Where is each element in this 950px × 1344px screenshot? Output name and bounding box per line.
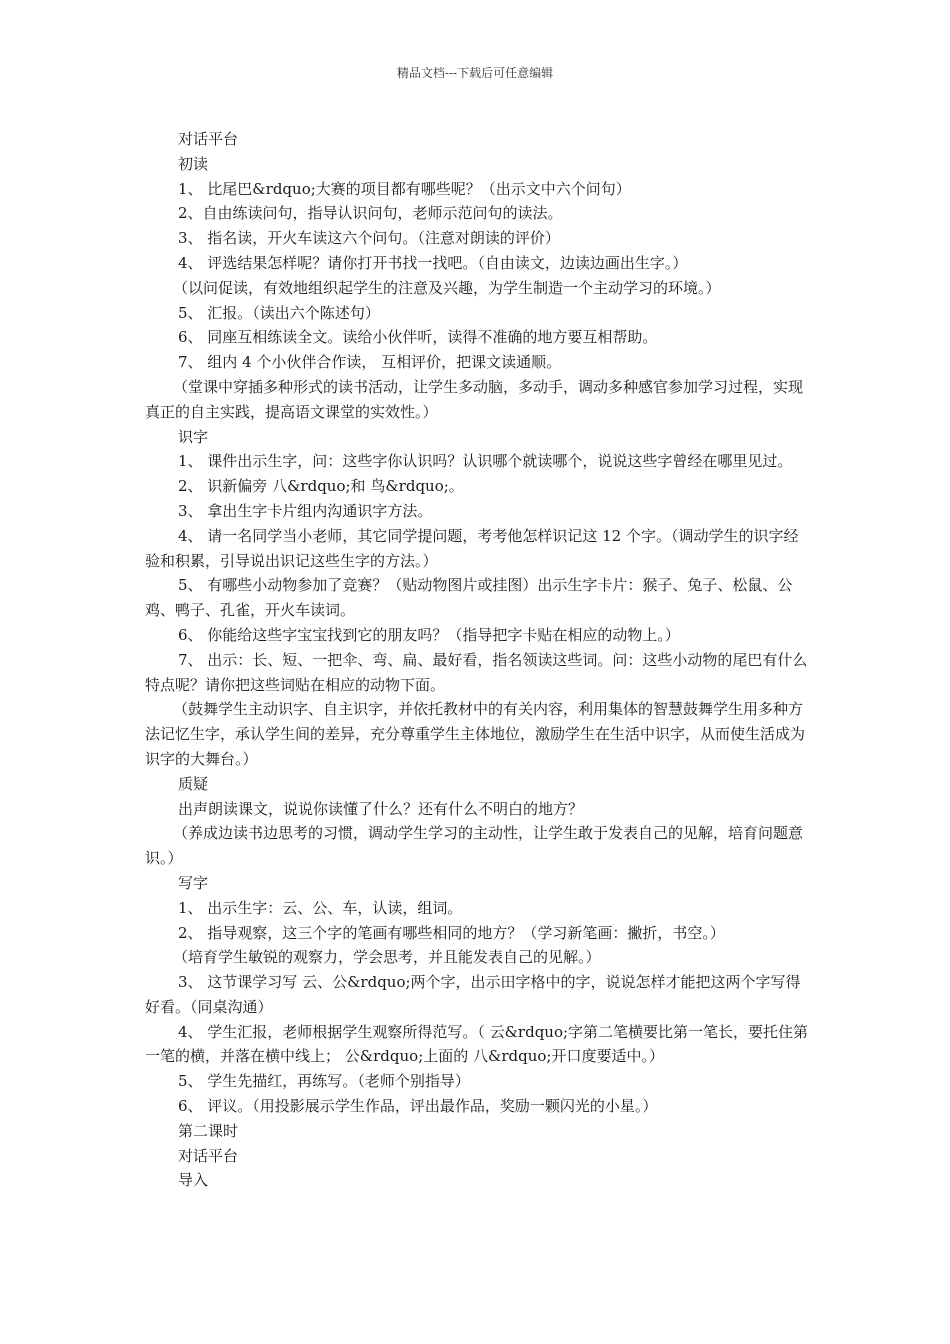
paragraph: 对话平台: [178, 1146, 239, 1165]
paragraph: （培育学生敏锐的观察力，学会思考，并且能发表自己的见解。）: [173, 948, 601, 967]
paragraph: （堂课中穿插多种形式的读书活动，让学生多动脑，多动手，调动多种感官参加学习过程，实现真正的自主实践，提高语文课堂的实效性。）: [145, 377, 804, 421]
paragraph: 对话平台: [178, 130, 239, 148]
paragraph: （鼓舞学生主动识字、自主识字，并依托教材中的有关内容，利用集体的智慧鼓舞学生用多种方法记忆生字，承认学生间的差异，充分尊重学生主体地位，激励学生在生活中识字，从而使生活成为识字的大舞台。）: [145, 700, 806, 768]
paragraph: 质疑: [178, 774, 209, 793]
paragraph: 导入: [178, 1171, 209, 1190]
paragraph: 6、 评议。（用投影展示学生作品，评出最作品，奖励一颗闪光的小星。）: [178, 1097, 658, 1116]
paragraph: 5、 学生先描红，再练写。（老师个别指导）: [178, 1072, 470, 1091]
paragraph: 1、 比尾巴&rdquo;大赛的项目都有哪些呢？（出示文中六个问句）: [178, 179, 631, 198]
paragraph: 1、 出示生字：云、公、车，认读，组词。: [178, 898, 463, 917]
paragraph: 4、 学生汇报，老师根据学生观察所得范写。（ 云&rdquo;字第二笔横要比第一笔长，要托住第一笔的横，并落在横中线上； 公&rdquo;上面的 八&rdquo;开口度要适中。）: [145, 1022, 809, 1066]
paragraph: 4、 请一名同学当小老师，其它同学提问题，考考他怎样识记这 12 个字。（调动学生的识字经验和积累，引导说出识记这些生字的方法。）: [145, 526, 799, 570]
paragraph: 识字: [178, 427, 209, 446]
paragraph: 出声朗读课文，说说你读懂了什么？还有什么不明白的地方？: [178, 799, 584, 818]
document-body: [145, 127, 810, 1193]
paragraph: 初读: [178, 154, 209, 173]
paragraph: 6、 同座互相练读全文。读给小伙伴听，读得不准确的地方要互相帮助。: [178, 328, 658, 347]
paragraph: （以问促读，有效地组织起学生的注意及兴趣，为学生制造一个主动学习的环境。）: [173, 278, 721, 297]
paragraph: 5、 汇报。（读出六个陈述句）: [178, 303, 380, 322]
paragraph: 2、 指导观察，这三个字的笔画有哪些相同的地方？（学习新笔画：撇折，书空。）: [178, 923, 725, 942]
paragraph: 3、 拿出生字卡片组内沟通识字方法。: [178, 501, 433, 520]
paragraph: （养成边读书边思考的习惯，调动学生学习的主动性，让学生敢于发表自己的见解，培育问题意识。）: [145, 824, 804, 868]
paragraph: 6、 你能给这些字宝宝找到它的朋友吗？（指导把字卡贴在相应的动物上。）: [178, 625, 680, 644]
paragraph: 3、 指名读，开火车读这六个问句。（注意对朗读的评价）: [178, 229, 560, 248]
paragraph: 5、 有哪些小动物参加了竞赛？（贴动物图片或挂图）出示生字卡片：猴子、兔子、松鼠、公鸡、鸭子、孔雀，开火车读词。: [145, 576, 793, 620]
paragraph: 第二课时: [178, 1121, 239, 1140]
paragraph: 7、 出示：长、短、一把伞、弯、扁、最好看，指名领读这些词。问：这些小动物的尾巴有什么特点呢？请你把这些词贴在相应的动物下面。: [145, 650, 808, 694]
paragraph: 7、 组内 4 个小伙伴合作读， 互相评价，把课文读通顺。: [178, 353, 562, 372]
page-header: 精品文档---下载后可任意编辑: [396, 66, 554, 80]
paragraph: 4、 评选结果怎样呢？请你打开书找一找吧。（自由读文，边读边画出生字。）: [178, 253, 688, 272]
paragraph: 写字: [178, 873, 209, 892]
paragraph: 3、 这节课学习写 云、公&rdquo;两个字，出示田字格中的字，说说怎样才能把这两个字写得好看。（同桌沟通）: [145, 973, 801, 1016]
paragraph: 2、 识新偏旁 八&rdquo;和 鸟&rdquo;。: [178, 477, 464, 496]
paragraph: 1、 课件出示生字，问：这些字你认识吗？认识哪个就读哪个，说说这些字曾经在哪里见过。: [178, 452, 793, 471]
paragraph: 2、自由练读问句，指导认识问句，老师示范问句的读法。: [178, 204, 563, 223]
